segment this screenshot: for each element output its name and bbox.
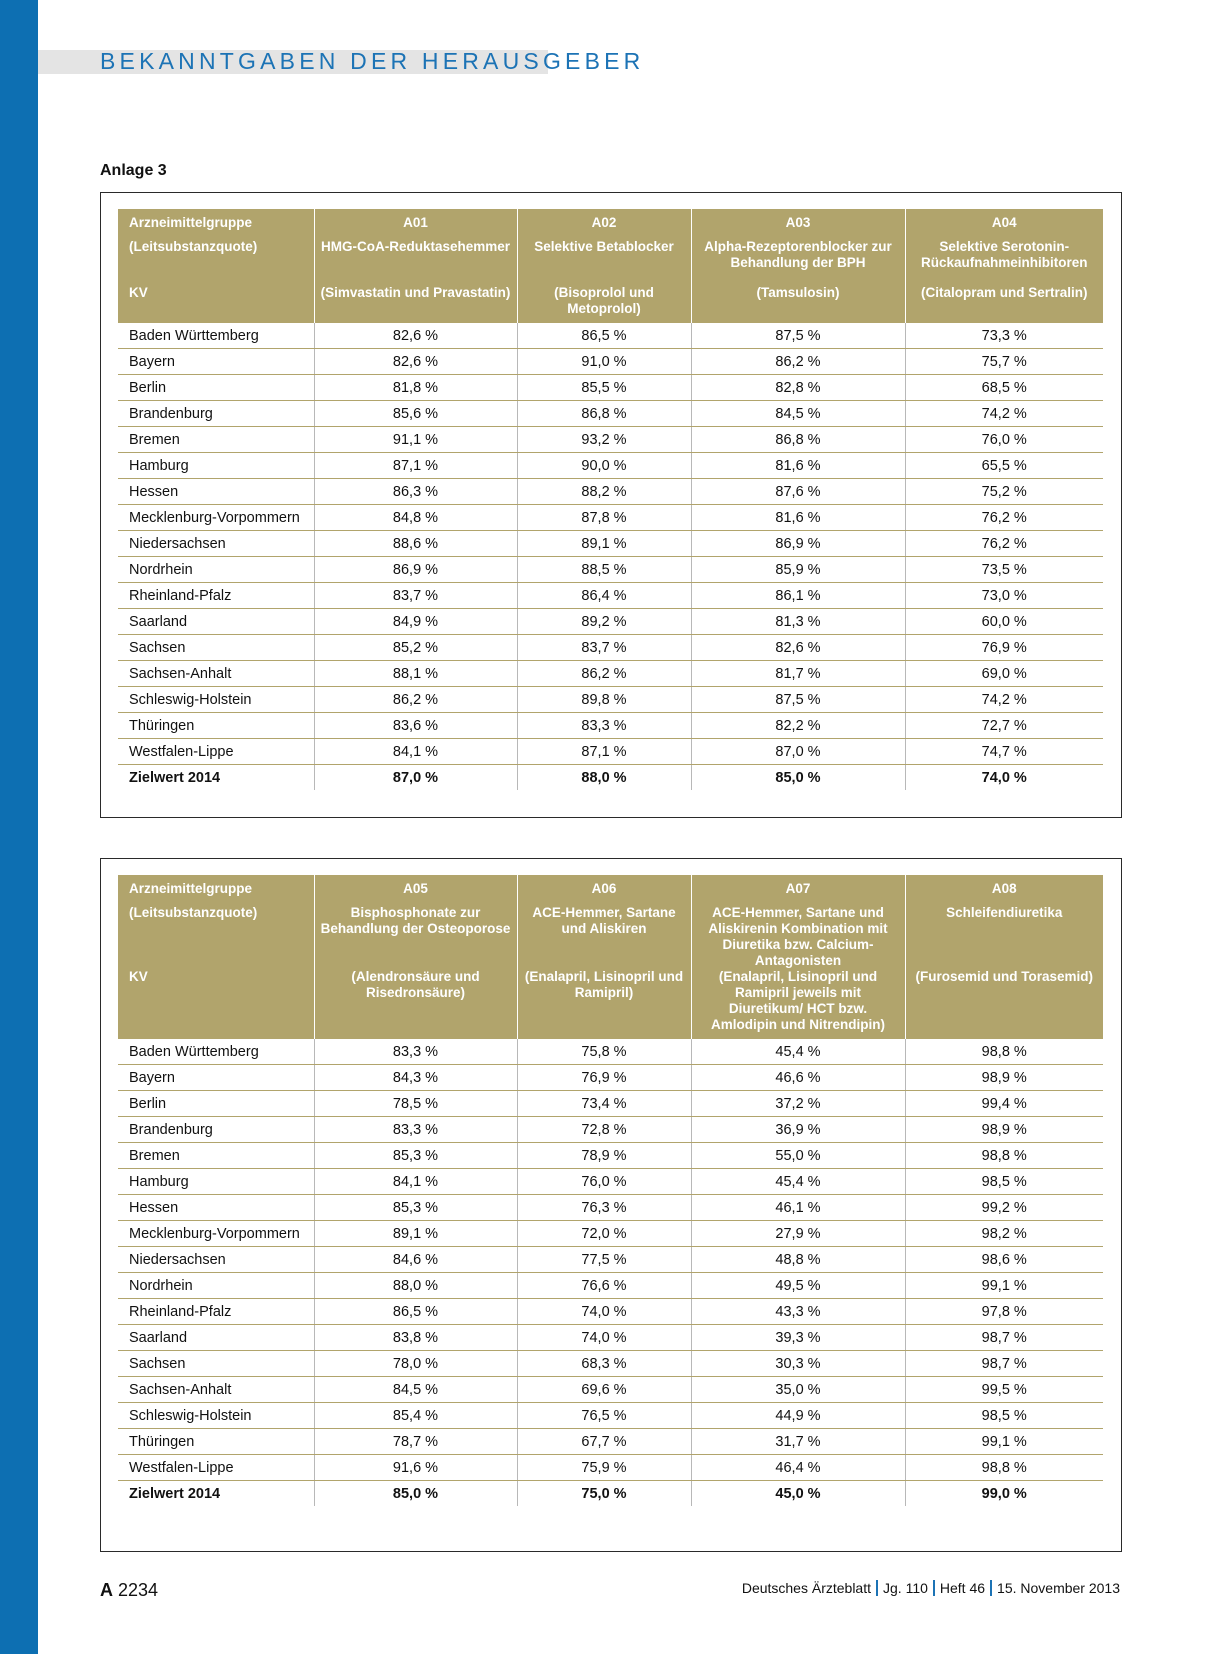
target-value-cell: 85,0 % [314,1481,517,1507]
header-row-label: Arzneimittelgruppe [118,209,314,239]
quota-value-cell: 83,6 % [314,713,517,739]
target-value-cell: 99,0 % [981,1485,1027,1502]
quota-value-cell: 83,3 % [517,713,691,739]
header-row [118,875,1103,905]
table-body [118,1039,1103,1506]
table-row [118,713,1103,739]
quota-value-cell: 98,6 % [905,1247,1103,1273]
quota-value-cell: 69,6 % [517,1377,691,1403]
quota-value-cell: 74,0 % [517,1299,691,1325]
quota-value-cell: 74,0 % [517,1325,691,1351]
quota-value-cell: 49,5 % [691,1273,905,1299]
quota-value-cell: 82,8 % [691,375,905,401]
quota-value-cell: 86,8 % [517,401,691,427]
state-name-cell: Saarland [118,1325,314,1351]
quota-value-cell: 76,2 % [905,531,1103,557]
quota-value-cell: 98,8 % [905,1039,1103,1065]
column-substances: (Tamsulosin) [691,285,905,323]
header-row [118,285,1103,323]
quota-value-cell: 67,7 % [517,1429,691,1455]
page-number-value: 2234 [118,1580,159,1600]
table-row [118,1117,1103,1143]
state-name-cell: Mecklenburg-Vorpommern [118,1221,314,1247]
quota-value-cell: 98,9 % [905,1065,1103,1091]
quota-value-cell: 99,5 % [905,1377,1103,1403]
state-name-cell: Bremen [118,1143,314,1169]
column-substances: (Citalopram und Sertralin) [905,285,1103,323]
quota-value-cell: 83,3 % [314,1039,517,1065]
state-name-cell: Westfalen-Lippe [118,1455,314,1481]
quota-value-cell: 98,2 % [905,1221,1103,1247]
left-blue-margin-bar [0,0,38,1654]
target-value-cell: 74,0 % [981,769,1027,786]
target-value-row [118,1481,1103,1507]
state-name-cell: Nordrhein [118,557,314,583]
quota-value-cell: 75,8 % [517,1039,691,1065]
quota-value-cell: 85,5 % [517,375,691,401]
quota-value-cell: 74,2 % [905,687,1103,713]
table-box-a01-a04 [100,192,1122,818]
quota-value-cell: 89,8 % [517,687,691,713]
table-row [118,479,1103,505]
target-value-cell: 88,0 % [517,765,691,791]
quota-value-cell: 75,9 % [517,1455,691,1481]
quota-value-cell: 45,4 % [691,1039,905,1065]
quota-value-cell: 37,2 % [691,1091,905,1117]
quota-value-cell: 85,2 % [314,635,517,661]
column-drug-class: ACE-Hemmer, Sartane und Aliskirenin Kombination mit Diuretika bzw. Calcium-Antagonisten [691,905,905,969]
quota-value-cell: 93,2 % [517,427,691,453]
quota-value-cell: 86,4 % [517,583,691,609]
column-drug-class: Selektive Betablocker [517,239,691,285]
state-name-cell: Bayern [118,349,314,375]
header-row [118,239,1103,285]
journal-citation [742,1580,1120,1596]
column-code: A08 [905,875,1103,905]
table-row [118,1065,1103,1091]
quota-value-cell: 36,9 % [691,1117,905,1143]
table-header [118,875,1103,1039]
table-row [118,1377,1103,1403]
table-row [118,427,1103,453]
quota-value-cell: 86,8 % [691,427,905,453]
table-row [118,583,1103,609]
state-name-cell: Schleswig-Holstein [118,687,314,713]
quota-value-cell: 73,3 % [905,323,1103,349]
quota-value-cell: 81,8 % [314,375,517,401]
column-drug-class: HMG-CoA-Reduktasehemmer [314,239,517,285]
state-name-cell: Baden Württemberg [118,323,314,349]
table-body [118,323,1103,790]
quota-value-cell: 75,7 % [905,349,1103,375]
table-box-a05-a08 [100,858,1122,1552]
quota-value-cell: 81,7 % [691,661,905,687]
footer-separator [990,1580,992,1596]
quota-value-cell: 97,8 % [905,1299,1103,1325]
quota-value-cell: 86,5 % [517,323,691,349]
table-row [118,609,1103,635]
column-substances: (Simvastatin und Pravastatin) [314,285,517,323]
state-name-cell: Hamburg [118,453,314,479]
target-value-cell: 85,0 % [691,765,905,791]
quota-value-cell: 88,6 % [314,531,517,557]
state-name-cell: Thüringen [118,713,314,739]
quota-value-cell: 86,5 % [314,1299,517,1325]
column-substances: (Enalapril, Lisinopril und Ramipril) [517,969,691,1039]
quota-value-cell: 86,2 % [517,661,691,687]
header-row [118,969,1103,1039]
table-row [118,687,1103,713]
column-substances: (Bisoprolol und Metoprolol) [517,285,691,323]
quota-value-cell: 91,1 % [314,427,517,453]
quota-value-cell: 87,5 % [691,687,905,713]
state-name-cell: Bayern [118,1065,314,1091]
column-substances: (Alendronsäure und Risedronsäure) [314,969,517,1039]
page-prefix: A [100,1580,113,1600]
quota-value-cell: 99,4 % [905,1091,1103,1117]
quota-value-cell: 84,9 % [314,609,517,635]
header-row-label: (Leitsubstanzquote) [118,239,314,285]
quota-value-cell: 76,0 % [905,427,1103,453]
header-row [118,905,1103,969]
column-code: A05 [314,875,517,905]
state-name-cell: Mecklenburg-Vorpommern [118,505,314,531]
quota-value-cell: 88,0 % [314,1273,517,1299]
quota-value-cell: 82,6 % [314,323,517,349]
quota-value-cell: 90,0 % [517,453,691,479]
quota-value-cell: 85,6 % [314,401,517,427]
table-row [118,505,1103,531]
quota-value-cell: 85,9 % [691,557,905,583]
page-number [100,1580,158,1601]
quota-value-cell: 85,4 % [314,1403,517,1429]
quota-value-cell: 83,8 % [314,1325,517,1351]
quota-value-cell: 82,2 % [691,713,905,739]
state-name-cell: Nordrhein [118,1273,314,1299]
table-row [118,635,1103,661]
column-drug-class: Selektive Serotonin-Rückaufnahmeinhibitoren [905,239,1103,285]
header-row [118,209,1103,239]
column-code: A03 [691,209,905,239]
quota-value-cell: 84,5 % [314,1377,517,1403]
column-code: A07 [691,875,905,905]
quota-value-cell: 99,2 % [905,1195,1103,1221]
table-row [118,1403,1103,1429]
journal-name: Deutsches Ärzteblatt [741,1580,871,1596]
header-row-label: (Leitsubstanzquote) [118,905,314,969]
quota-value-cell: 87,0 % [691,739,905,765]
quota-value-cell: 76,6 % [517,1273,691,1299]
table-row [118,1455,1103,1481]
quota-value-cell: 46,1 % [691,1195,905,1221]
quota-value-cell: 88,1 % [314,661,517,687]
table-row [118,739,1103,765]
table-row [118,1351,1103,1377]
section-header-title: BEKANNTGABEN DER HERAUSGEBER [100,48,645,74]
state-name-cell: Rheinland-Pfalz [118,1299,314,1325]
quota-value-cell: 91,0 % [517,349,691,375]
quota-value-cell: 76,2 % [905,505,1103,531]
quota-value-cell: 76,5 % [517,1403,691,1429]
quota-value-cell: 84,3 % [314,1065,517,1091]
table-row [118,1039,1103,1065]
quota-value-cell: 89,1 % [517,531,691,557]
quota-value-cell: 82,6 % [691,635,905,661]
target-label-cell: Zielwert 2014 [118,1481,314,1507]
table-row [118,323,1103,349]
quota-value-cell: 78,5 % [314,1091,517,1117]
quota-value-cell: 39,3 % [691,1325,905,1351]
state-name-cell: Sachsen-Anhalt [118,1377,314,1403]
quota-value-cell: 76,3 % [517,1195,691,1221]
quota-value-cell: 82,6 % [314,349,517,375]
state-name-cell: Berlin [118,375,314,401]
quota-value-cell: 73,4 % [517,1091,691,1117]
quota-value-cell: 84,1 % [314,739,517,765]
quota-value-cell: 98,7 % [905,1351,1103,1377]
state-name-cell: Brandenburg [118,401,314,427]
column-substances: (Furosemid und Torasemid) [905,969,1103,1039]
quota-value-cell: 88,2 % [517,479,691,505]
state-name-cell: Schleswig-Holstein [118,1403,314,1429]
quota-value-cell: 98,5 % [905,1403,1103,1429]
quota-value-cell: 87,5 % [691,323,905,349]
table-header [118,209,1103,323]
quota-value-cell: 98,8 % [905,1455,1103,1481]
table-row [118,1169,1103,1195]
quota-value-cell: 46,6 % [691,1065,905,1091]
column-drug-class: Alpha-Rezeptorenblocker zur Behandlung der BPH [691,239,905,285]
quota-value-cell: 84,8 % [314,505,517,531]
header-row-label: KV [118,285,314,323]
column-drug-class: Schleifendiuretika [905,905,1103,969]
table-row [118,1195,1103,1221]
header-row-label: KV [118,969,314,1039]
state-name-cell: Sachsen [118,1351,314,1377]
state-name-cell: Berlin [118,1091,314,1117]
table-row [118,401,1103,427]
data-table-a01-a04 [118,209,1103,790]
annex-label: Anlage 3 [100,162,167,179]
quota-value-cell: 30,3 % [691,1351,905,1377]
table-row [118,349,1103,375]
quota-value-cell: 88,5 % [517,557,691,583]
quota-value-cell: 86,2 % [314,687,517,713]
quota-value-cell: 72,0 % [517,1221,691,1247]
quota-value-cell: 81,3 % [691,609,905,635]
quota-value-cell: 98,9 % [905,1117,1103,1143]
data-table-a05-a08 [118,875,1103,1506]
quota-value-cell: 78,7 % [314,1429,517,1455]
quota-value-cell: 83,7 % [517,635,691,661]
quota-value-cell: 77,5 % [517,1247,691,1273]
quota-value-cell: 83,7 % [314,583,517,609]
quota-value-cell: 87,1 % [517,739,691,765]
quota-value-cell: 76,9 % [905,635,1103,661]
table-row [118,557,1103,583]
quota-value-cell: 45,4 % [691,1169,905,1195]
quota-value-cell: 85,3 % [314,1195,517,1221]
quota-value-cell: 72,8 % [517,1117,691,1143]
quota-value-cell: 74,2 % [905,401,1103,427]
state-name-cell: Hamburg [118,1169,314,1195]
target-value-cell: 87,0 % [314,765,517,791]
quota-value-cell: 75,2 % [905,479,1103,505]
quota-value-cell: 68,3 % [517,1351,691,1377]
quota-value-cell: 68,5 % [905,375,1103,401]
quota-value-cell: 35,0 % [691,1377,905,1403]
state-name-cell: Rheinland-Pfalz [118,583,314,609]
header-row-label: Arzneimittelgruppe [118,875,314,905]
target-value-cell: 75,0 % [517,1481,691,1507]
quota-value-cell: 48,8 % [691,1247,905,1273]
state-name-cell: Thüringen [118,1429,314,1455]
quota-value-cell: 86,9 % [314,557,517,583]
quota-value-cell: 98,7 % [905,1325,1103,1351]
quota-value-cell: 76,9 % [517,1065,691,1091]
journal-volume: Jg. 110 [883,1580,928,1596]
quota-value-cell: 78,9 % [517,1143,691,1169]
quota-value-cell: 31,7 % [691,1429,905,1455]
quota-value-cell: 84,5 % [691,401,905,427]
table-row [118,1429,1103,1455]
table-row [118,1273,1103,1299]
quota-value-cell: 60,0 % [905,609,1103,635]
quota-value-cell: 69,0 % [905,661,1103,687]
table-row [118,1299,1103,1325]
state-name-cell: Hessen [118,479,314,505]
state-name-cell: Hessen [118,1195,314,1221]
table-row [118,453,1103,479]
state-name-cell: Niedersachsen [118,531,314,557]
state-name-cell: Brandenburg [118,1117,314,1143]
quota-value-cell: 55,0 % [691,1143,905,1169]
quota-value-cell: 87,1 % [314,453,517,479]
state-name-cell: Niedersachsen [118,1247,314,1273]
column-code: A02 [517,209,691,239]
quota-value-cell: 86,1 % [691,583,905,609]
quota-value-cell: 84,6 % [314,1247,517,1273]
quota-value-cell: 87,6 % [691,479,905,505]
column-drug-class: Bisphosphonate zur Behandlung der Osteoporose [314,905,517,969]
quota-value-cell: 98,8 % [905,1143,1103,1169]
quota-value-cell: 83,3 % [314,1117,517,1143]
quota-value-cell: 73,0 % [905,583,1103,609]
table-row [118,1247,1103,1273]
state-name-cell: Bremen [118,427,314,453]
quota-value-cell: 44,9 % [691,1403,905,1429]
quota-value-cell: 74,7 % [905,739,1103,765]
column-code: A01 [314,209,517,239]
quota-value-cell: 99,1 % [905,1429,1103,1455]
state-name-cell: Baden Württemberg [118,1039,314,1065]
table-row [118,661,1103,687]
quota-value-cell: 84,1 % [314,1169,517,1195]
quota-value-cell: 78,0 % [314,1351,517,1377]
quota-value-cell: 65,5 % [905,453,1103,479]
target-value-row [118,765,1103,791]
quota-value-cell: 27,9 % [691,1221,905,1247]
quota-value-cell: 87,8 % [517,505,691,531]
table-row [118,1221,1103,1247]
table-row [118,1325,1103,1351]
quota-value-cell: 86,3 % [314,479,517,505]
footer-separator [876,1580,878,1596]
quota-value-cell: 98,5 % [905,1169,1103,1195]
column-code: A06 [517,875,691,905]
quota-value-cell: 89,2 % [517,609,691,635]
target-value-cell: 45,0 % [691,1481,905,1507]
table-row [118,375,1103,401]
column-substances: (Enalapril, Lisinopril und Ramipril jeweils mit Diuretikum/ HCT bzw. Amlodipin und Nitrendipin) [691,969,905,1039]
target-label-cell: Zielwert 2014 [118,765,314,791]
state-name-cell: Westfalen-Lippe [118,739,314,765]
quota-value-cell: 99,1 % [905,1273,1103,1299]
state-name-cell: Sachsen-Anhalt [118,661,314,687]
quota-value-cell: 76,0 % [517,1169,691,1195]
journal-date: 15. November 2013 [997,1580,1120,1596]
table-row [118,1143,1103,1169]
column-code: A04 [905,209,1103,239]
quota-value-cell: 85,3 % [314,1143,517,1169]
state-name-cell: Sachsen [118,635,314,661]
column-drug-class: ACE-Hemmer, Sartane und Aliskiren [517,905,691,969]
quota-value-cell: 86,2 % [691,349,905,375]
quota-value-cell: 46,4 % [691,1455,905,1481]
quota-value-cell: 72,7 % [905,713,1103,739]
footer-separator [933,1580,935,1596]
quota-value-cell: 89,1 % [314,1221,517,1247]
state-name-cell: Saarland [118,609,314,635]
quota-value-cell: 86,9 % [691,531,905,557]
quota-value-cell: 81,6 % [691,453,905,479]
quota-value-cell: 81,6 % [691,505,905,531]
table-row [118,531,1103,557]
table-row [118,1091,1103,1117]
quota-value-cell: 43,3 % [691,1299,905,1325]
quota-value-cell: 73,5 % [905,557,1103,583]
journal-issue: Heft 46 [939,1580,986,1596]
quota-value-cell: 91,6 % [314,1455,517,1481]
